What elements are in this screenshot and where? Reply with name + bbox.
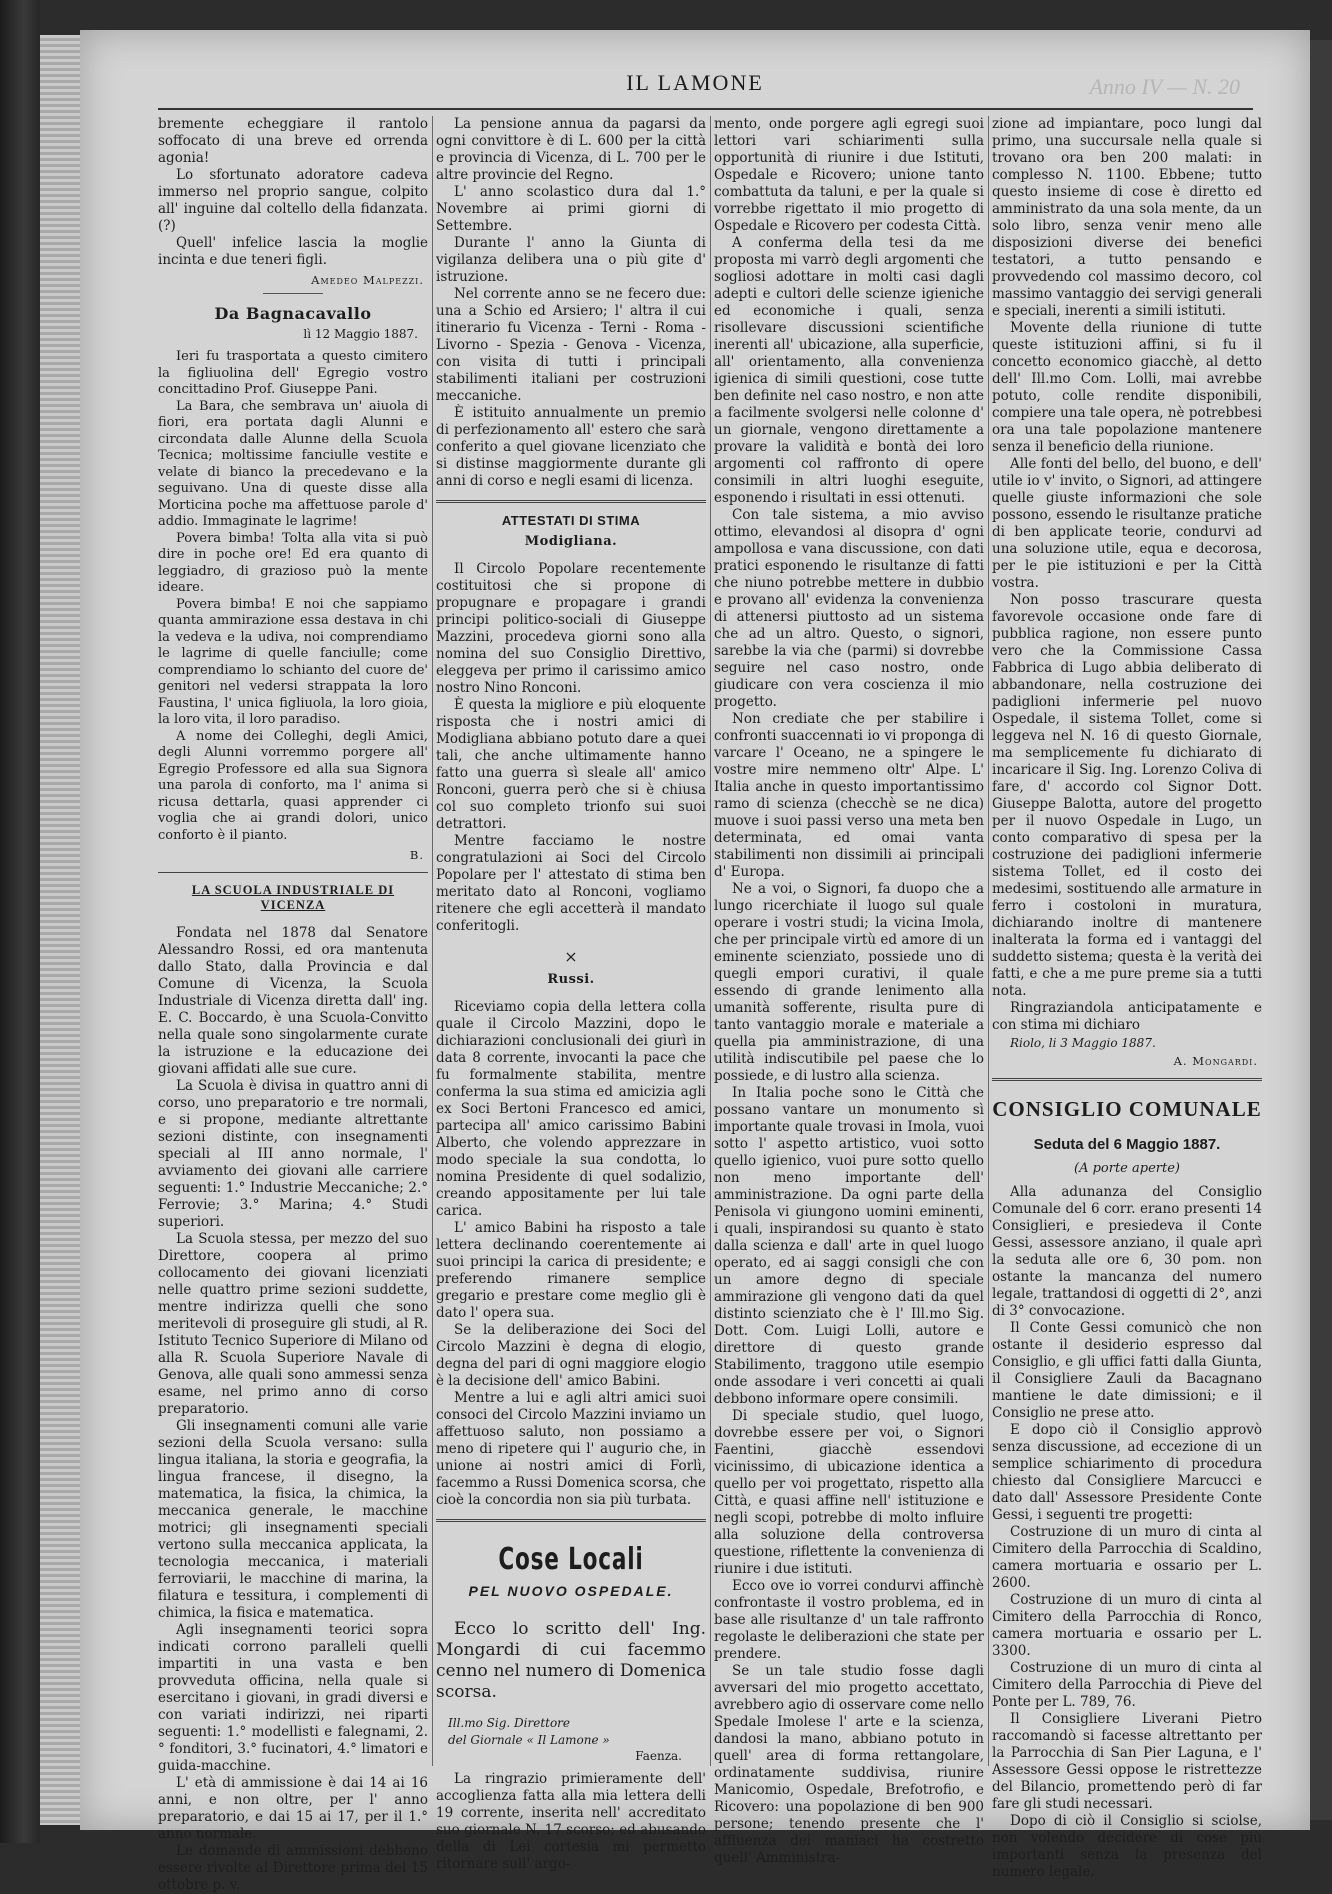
article-heading: Seduta del 6 Maggio 1887.: [1033, 1136, 1221, 1153]
paragraph: La Scuola è divisa in quattro anni di corso, uno preparatorio e tre normali, e si propone, mediante altrettante sezioni distinte, con insegnamenti speciali al III anno normale, l' avviamento dei giovani alle carriere seguenti: 1.° Industrie Meccaniche; 2.° Ferrovie; 3.° Marina; 4.° Studi superiori.: [158, 1078, 428, 1230]
paragraph: Costruzione di un muro di cinta al Cimitero della Parrocchia di Ronco, camera mortuaria e ossario per L. 3300.: [992, 1592, 1262, 1659]
paragraph: Il Conte Gessi comunicò che non ostante il desiderio espresso dal Consiglio, e gli uffici fatti dalla Giunta, il Consigliere Zauli da Bacagnano mantiene le date dimissioni; e il Consiglio ne prese atto.: [992, 1320, 1262, 1421]
lead-paragraph: Ecco lo scritto dell' Ing. Mongardi di cui facemmo cenno nel numero di Domenica scorsa.: [436, 1619, 706, 1702]
paragraph: La Bara, che sembrava un' aiuola di fiori, era portata dagli Alunni e circondata dalle Alunne della Scuola Tecnica; moltissime fanciulle vestite e velate di bianco la precedevano e la seguivano. Una di queste disse alla Morticina poche ma affettuose parole d' addio. Immaginate le lagrime!: [158, 398, 428, 529]
paragraph: Il Consigliere Liverani Pietro raccomandò si facesse altrettanto per la Parrocchia di San Pier Laguna, e l' Assessore Gessi oppose le ristrettezze del Bilancio, promettendo però di far fare gli studi necessari.: [992, 1711, 1262, 1812]
subheading: (A porte aperte): [1074, 1161, 1180, 1176]
paragraph: La pensione annua da pagarsi da ogni convittore è di L. 600 per la città e provincia di Vicenza, di L. 700 per le altre provincie del Regno.: [436, 116, 706, 183]
book-binding: [0, 0, 40, 1843]
paragraph: zione ad impiantare, poco lungi dal primo, una succursale nella quale si trovano ora ben 200 malati: in complesso N. 1100. Ebbene; tutto questo insieme di cose è diretto ed amministrato da una sola mente, da un solo libro, senza venir meno alle disposizioni diverse dei benefici testatori, a tutto pensando e provvedendo col massimo decoro, col massimo vantaggio dei servigi generali e speciali, inerenti a simili istituti.: [992, 116, 1262, 319]
paragraph: Non posso trascurare questa favorevole occasione onde fare di pubblica ragione, non essere punto vero che la Commissione Cassa Fabbrica di Lugo abbia deliberato di abbandonare, nella costruzione dei padiglioni infermerie pel nuovo Ospedale, il sistema Tollet, come si leggeva nel N. 16 di questo Giornale, ma semplicemente fu dichiarato di incaricare il Sig. Ing. Lorenzo Coliva di fare, d' accordo col Signor Dott. Giuseppe Balotta, autore del progetto per il nuovo Ospedale in Lugo, un conto comparativo di spesa per la costruzione dei padiglioni infermerie sistema Tollet, ed il costo dei medesimi, sostituendo alle armature in ferro i costoloni in muratura, dichiarando inoltre di mantenere inalterata la forma ed i vantaggi del suddetto sistema; questa è la verità dei fatti, e che a me pure preme sia a tutti nota.: [992, 592, 1262, 999]
section-heading: ATTESTATI DI STIMA: [501, 513, 641, 528]
column-rule: [710, 116, 711, 1766]
scan-edge: [1310, 40, 1332, 1820]
paragraph: Povera bimba! Tolta alla vita si può dire in poche ore! Ed era quanto di leggiadro, di grazioso può la mente ideare.: [158, 530, 428, 595]
section-heading: Cose Locali: [498, 1542, 644, 1577]
paragraph: La ringrazio primieramente dell' accoglienza fatta alla mia lettera delli 19 corrente, inserita nell' accreditato suo giornale N. 17 scorso; ed abusando della di Lei cortesia mi permetto ritornare sull' argo-: [436, 1771, 706, 1872]
paragraph: Non crediate che per stabilire i confronti suaccennati io vi proponga di varcare l' Oceano, ne a spingere le vostre mire nemmeno oltr' Alpe. L' Italia anche in questo importantissimo ramo di scienza (checchè se ne dica) muove i suoi passi verso una meta ben determinata, ed omai vanta stabilimenti non dissimili ai principali d' Europa.: [714, 711, 984, 880]
article-heading: Da Bagnacavallo: [214, 304, 372, 323]
paragraph: Riceviamo copia della lettera colla quale il Circolo Mazzini, dopo le dichiarazioni conclusionali dei giurì in data 8 corrente, invocanti la pace che fu formalmente stabilita, mentre conferma la sua stima ed amicizia agli ex Soci Bertoni Francesco ed amici, partecipa all' amico carissimo Babini Alberto, che volendo apprezzare in modo speciale la sua condotta, lo nomina Presidente di quel sodalizio, creando appositamente per lui tale carica.: [436, 999, 706, 1219]
signature: Amedeo Malpezzi.: [311, 273, 424, 287]
paragraph: Agli insegnamenti teorici sopra indicati corrono paralleli quelli impartiti in una vasta e ben provveduta officina, nella quale si esercitano i giovani, in gradi diversi e con variati indirizzi, nei riparti seguenti: 1.° modellisti e falegnami, 2.° fonditori, 3.° fucinatori, 4.° limatori e guida-macchine.: [158, 1622, 428, 1774]
paragraph: bremente echeggiare il rantolo soffocato di una breve ed orrenda agonia!: [158, 116, 428, 166]
paragraph: Ieri fu trasportata a questo cimitero la figliuolina dell' Egregio vostro concittadino Prof. Giuseppe Pani.: [158, 349, 428, 397]
header-rule: [158, 108, 1253, 110]
paragraph: Durante l' anno la Giunta di vigilanza delibera una o più gite d' istruzione.: [436, 235, 706, 285]
paragraph: Ne a voi, o Signori, fa duopo che a lungo ricerchiate il luogo sul quale operare i vostri studi; la vicina Imola, che per principale virtù ed amore di un eminente scienziato, possiede uno di quegli empori curativi, il quale essendo di grande lenimento alla umanità sofferente, risulta pure di tanto vantaggio morale e materiale a quella pia amministrazione, di una utilità indiscutibile pel paese che lo possiede, e di lustro alla scienza.: [714, 881, 984, 1084]
column-rule: [988, 116, 989, 1766]
paragraph: Quell' infelice lascia la moglie incinta e due teneri figli.: [158, 235, 428, 268]
paragraph: E dopo ciò il Consiglio approvò senza discussione, ad eccezione di un semplice schiarimento di procedura chiesto dal Consigliere Marcucci e dato dall' Assessore Presidente Conte Gessi, i seguenti tre progetti:: [992, 1422, 1262, 1523]
separator-cross: ×: [564, 947, 578, 966]
signature: B.: [409, 848, 424, 862]
article-heading: PEL NUOVO OSPEDALE.: [468, 1583, 674, 1599]
dateline: lì 12 Maggio 1887.: [303, 327, 418, 341]
article-heading: Russi.: [547, 972, 595, 987]
paragraph: In Italia poche sono le Città che possano vantare un monumento sì importante quale trovasi in Imola, vuoi sotto l' aspetto artistico, vuoi sotto quello igienico, vuoi pure sotto quello non meno importante dell' amministrazione. Da ogni parte della Penisola vi giungono uomini eminenti, i quali, inspirandosi su quanto è stato dalla scienza e dall' arte in quel luogo operato, ed ai saggi consigli che con un amore degno di speciale ammirazione gli vengono dati da quel distinto scienziato che è l' Ill.mo Sig. Dott. Com. Luigi Lolli, autore e direttore di questo grande Stabilimento, traggono utile esempio onde assodare i veri concetti ai quali debbono informare opere consimili.: [714, 1085, 984, 1407]
signature: A. Mongardi.: [1173, 1054, 1258, 1068]
paragraph: L' anno scolastico dura dal 1.° Novembre ai primi giorni di Settembre.: [436, 184, 706, 234]
salutation-line: del Giornale « Il Lamone »: [448, 1733, 610, 1747]
section-heading: CONSIGLIO COMUNALE: [992, 1097, 1262, 1121]
paragraph: L' età di ammissione è dai 14 ai 16 anni, e non oltre, per l' anno preparatorio, e dai 15 ai 17, per il 1.° anno normale.: [158, 1775, 428, 1842]
paragraph: Povera bimba! E noi che sappiamo quanta ammirazione essa destava in chi la vedeva e la udiva, noi comprendiamo le lagrime di quelle fanciulle; come comprendiamo lo schianto del cuore de' genitori nel vedersi strappata la loro Faustina, l' unica figliuola, la loro gioia, la loro vita, il loro paradiso.: [158, 596, 428, 727]
paragraph: La Scuola stessa, per mezzo del suo Direttore, coopera al primo collocamento dei giovani licenziati nelle quattro prime sezioni suddette, mentre indirizza quelli che sono meritevoli di proseguire gli studi, al R. Istituto Tecnico Superiore di Milano od alla R. Scuola Superiore Navale di Genova, alle quali sono ammessi senza esame, nel primo anno di corso preparatorio.: [158, 1231, 428, 1417]
paragraph: Movente della riunione di tutte queste istituzioni affini, si fu il concetto economico giacchè, al detto dell' Ill.mo Com. Lolli, mai avrebbe potuto, colle rendite disponibili, compiere una tale opera, nè potrebbesi ora una tale popolazione mantenere senza il beneficio della riunione.: [992, 320, 1262, 455]
paragraph: Le domande di ammissioni debbono essere rivolte al Direttore prima del 15 ottobre p. v.: [158, 1843, 428, 1893]
dateline: Riolo, li 3 Maggio 1887.: [1010, 1036, 1156, 1050]
paragraph: È questa la migliore e più eloquente risposta che i nostri amici di Modigliana abbiano potuto dare a quei tali, che anche ultimamente hanno fatto una guerra sì sleale all' amico Ronconi, guerra però che si è chiusa col suo completo trionfo sui suoi detrattori.: [436, 697, 706, 832]
paragraph: Di speciale studio, quel luogo, dovrebbe essere per voi, o Signori Faentini, giacchè essendovi vicinissimo, di ubicazione identica a quello per voi progettato, rispetto alla Città, e quasi affine nell' istituzione e negli scopi, potrebbe di molto influire alla soluzione della controversa questione, riflettente la convenienza di riunire i due istituti.: [714, 1408, 984, 1577]
divider: [992, 1078, 1262, 1081]
article-heading: LA SCUOLA INDUSTRIALE DI VICENZA: [191, 883, 395, 912]
divider: [158, 872, 428, 873]
paragraph: L' amico Babini ha risposto a tale lettera declinando coerentemente ai suoi principi la carica di presidente; e preferendo rimanere semplice gregario e prestare come meglio gli è dato l' opera sua.: [436, 1220, 706, 1321]
paragraph: Se un tale studio fosse dagli avversari del mio progetto accettato, avrebbero agio di osservare come nello Spedale Imolese l' arte e la scienza, dandosi la mano, abbiano potuto in quell' area di forma rettangolare, ordinatamente suddivisa, riunire Manicomio, Ospedale, Brefotrofio, e Ricovero: una popolazione di ben 900 persone; tenendo presente che l' affluenza dei maniaci ha costretto quell' Amministra-: [714, 1663, 984, 1866]
bleed-through-header: Anno IV — N. 20: [1089, 74, 1240, 99]
column-4: [992, 116, 1262, 1880]
salutation-line: Ill.mo Sig. Direttore: [448, 1716, 571, 1730]
paragraph: Gli insegnamenti comuni alle varie sezioni della Scuola versano: sulla lingua italiana, la storia e geografia, la lingua francese, il disegno, la matematica, la fisica, la chimica, la meccanica generale, le macchine motrici; gli insegnamenti speciali vertono sulla meccanica applicata, la tecnologia meccanica, i materiali ferroviarii, le macchine di marina, la filatura e tessitura, i complementi di chimica, la fisica e matematica.: [158, 1418, 428, 1621]
column-rule: [432, 116, 433, 1766]
page-stack-edges: [40, 35, 80, 1825]
paragraph: Alla adunanza del Consiglio Comunale del 6 corr. erano presenti 14 Consiglieri, e presiedeva il Conte Gessi, assessore anziano, il quale aprì la seduta alle ore 6, 30 pom. non ostante la mancanza del numero legale, trattandosi di oggetti di 2°, anzi di 3° convocazione.: [992, 1184, 1262, 1319]
divider: [436, 500, 706, 503]
paragraph: Dopo di ciò il Consiglio si sciolse, non volendo decidere di cose più importanti senza la presenza del numero legale.: [992, 1813, 1262, 1880]
divider: [263, 293, 323, 294]
paragraph: Alle fonti del bello, del buono, e dell' utile io v' invito, o Signori, ad attingere quelle giuste informazioni che sole possono, essendo le risultanze pratiche di ben applicate teorie, condurvi ad una soluzione utile, equa e decorosa, per le pie istituzioni e per la Città vostra.: [992, 456, 1262, 591]
paragraph: A nome dei Colleghi, degli Amici, degli Alunni vorremmo porgere all' Egregio Professore ed alla sua Signora una parola di conforto, ma l' anima si ricusa dettarla, quasi apprender ci voglia che ai grandi dolori, unico conforto è il pianto.: [158, 728, 428, 843]
divider: [436, 1519, 706, 1522]
masthead: IL LAMONE: [626, 70, 764, 95]
paragraph: Con tale sistema, a mio avviso ottimo, elevandosi al disopra d' ogni ampollosa e vana discussione, con dati pratici esponendo le risultanze di fatti che niuno potrebbe mettere in dubbio e provano all' evidenza la convenienza di attenersi piuttosto ad un sistema che ad un altro. Questo, o signori, sarebbe la via che (parmi) si dovrebbe seguire nel caso nostro, onde giudicare con vera coscienza il mio progetto.: [714, 507, 984, 710]
column-3: [714, 116, 984, 1866]
paragraph: Mentre a lui e agli altri amici suoi consoci del Circolo Mazzini inviamo un affettuoso saluto, non possiamo a meno di ripetere qui l' augurio che, in unione ai nostri amici di Forlì, facemmo a Russi Domenica scorsa, che cioè la concordia non sia più turbata.: [436, 1390, 706, 1508]
article-heading: Modigliana.: [524, 534, 618, 549]
paragraph: Costruzione di un muro di cinta al Cimitero della Parrocchia di Scaldino, camera mortuaria e ossario per L. 2600.: [992, 1524, 1262, 1591]
column-1: [158, 116, 428, 1893]
paragraph: Costruzione di un muro di cinta al Cimitero della Parrocchia di Pieve del Ponte per L. 789, 76.: [992, 1660, 1262, 1710]
paragraph: È istituito annualmente un premio di perfezionamento all' estero che sarà conferito a quel giovane licenziato che si distinse maggiormente durante gli anni di corso e negli esami di licenza.: [436, 405, 706, 489]
paragraph: Se la deliberazione dei Soci del Circolo Mazzini è degna di elogio, degna del pari di ogni maggiore elogio è la decisione dell' amico Babini.: [436, 1322, 706, 1389]
paragraph: Mentre facciamo le nostre congratulazioni ai Soci del Circolo Popolare per l' attestato di stima ben meritato dato al Ronconi, vogliamo ritenere che egli accetterà il mandato conferitogli.: [436, 833, 706, 934]
paragraph: Ecco ove io vorrei condurvi affinchè confrontaste il vostro problema, ed in base alle risultanze d' un tale raffronto regolaste le deliberazioni che state per prendere.: [714, 1578, 984, 1662]
paragraph: Il Circolo Popolare recentemente costituitosi che si propone di propugnare e propagare i grandi principi politico-sociali di Giuseppe Mazzini, procedeva giorni sono alla nomina del suo Consiglio Direttivo, eleggeva per primo il carissimo amico nostro Nino Ronconi.: [436, 561, 706, 696]
paragraph: A conferma della tesi da me proposta mi varrò degli argomenti che sogliosi adottare in molti casi dagli adepti e cultori delle scienze igieniche ed economiche i quali, senza risollevare discussioni scientifiche inerenti all' ubicazione, alla superficie, all' orientamento, alla convenienza igienica di simili questioni, cose tutte ben definite nel caso nostro, e non atte a facilmente svolgersi nelle colonne d' un giornale, vengono direttamente a provare la validità e bontà dei loro argomenti col raffronto di opere consimili in altri luoghi eseguite, esponendo i risultati in essi ottenuti.: [714, 235, 984, 506]
paragraph: mento, onde porgere agli egregi suoi lettori vari schiarimenti sulla opportunità di riunire i due Istituti, Ospedale e Ricovero; unione tanto combattuta da taluni, e per la quale si vorrebbe rigettato il mio progetto di Ospedale e Ricovero per codesta Città.: [714, 116, 984, 234]
paragraph: Lo sfortunato adoratore cadeva immerso nel proprio sangue, colpito all' inguine dal coltello della fidanzata. (?): [158, 167, 428, 234]
column-2: [436, 116, 706, 1872]
newspaper-page: [80, 30, 1310, 1893]
place-line: Faenza.: [635, 1749, 682, 1763]
paragraph: Fondata nel 1878 dal Senatore Alessandro Rossi, ed ora mantenuta dallo Stato, dalla Provincia e dal Comune di Vicenza, la Scuola Industriale di Vicenza diretta dall' ing. E. C. Boccardo, è una Scuola-Convitto nella quale sono singolarmente curate la istruzione e la educazione dei giovani affidati alle sue cure.: [158, 925, 428, 1077]
paragraph: Ringraziandola anticipatamente e con stima mi dichiaro: [992, 1000, 1262, 1033]
paragraph: Nel corrente anno se ne fecero due: una a Schio ed Arsiero; l' altra il cui itinerario fu Vicenza - Terni - Roma - Livorno - Spezia - Genova - Vicenza, con visita di tutti i principali stabilimenti italiani per costruzioni meccaniche.: [436, 286, 706, 404]
